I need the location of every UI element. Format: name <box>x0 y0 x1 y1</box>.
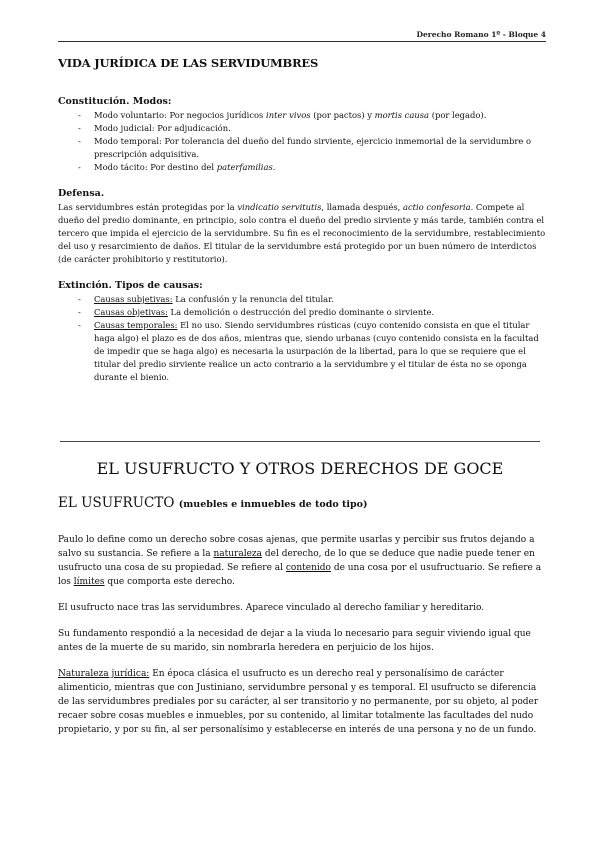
section-title: VIDA JURÍDICA DE LAS SERVIDUMBRES <box>58 56 319 70</box>
paragraph: El usufructo nace tras las servidumbres. Aparece vinculado al derecho familiar y hereditario. <box>58 603 485 613</box>
page-header: Derecho Romano 1º - Bloque 4 <box>416 30 546 39</box>
section-servidumbres <box>58 56 548 398</box>
paragraph: Naturaleza jurídica: En época clásica el usufructo es un derecho real y personalísimo de carácter alimenticio, mientras que con Justiniano, servidumbre personal y es temporal. El usufructo se diferencia de las servidumbres prediales por su carácter, al ser transitorio y no permanente, por su objeto, al poder recaer sobre cosas muebles e inmuebles, por su contenido, al limitar totalmente las facultades del nudo propietario, y por su fin, al ser personalísimo y establecerse en interés de una persona y no de un fundo. <box>58 669 539 735</box>
extincion-heading: Extinción. Tipos de causas: <box>58 280 203 291</box>
defensa-paragraph: Las servidumbres están protegidas por la vindicatio servitutis, llamada después, actio confesoria. Compete al dueño del predio dominante, en principio, solo contra el dueño del predio sirviente y más tarde, también contra el tercero que impida el ejercicio de la servidumbre. Su fin es el reconocimiento de la servidumbre, restablecimiento del uso y resarcimiento de daños. El titular de la servidumbre está protegido por un buen número de interdictos (de carácter prohibitorio y restitutorio). <box>58 202 546 264</box>
constitucion-list <box>58 109 548 174</box>
list-item: - Modo temporal: Por tolerancia del dueño del fundo sirviente, ejercicio inmemorial de la servidumbre o prescripción adquisitiva. <box>94 135 548 161</box>
defensa-heading: Defensa. <box>58 188 105 199</box>
list-item: - Modo voluntario: Por negocios jurídicos inter vivos (por pactos) y mortis causa (por legado). <box>94 109 548 122</box>
list-item: - Modo judicial: Por adjudicación. <box>94 122 548 135</box>
section-usufructo <box>58 495 546 749</box>
list-item: - Causas subjetivas: La confusión y la renuncia del titular. <box>94 293 548 306</box>
usufructo-heading: EL USUFRUCTO (muebles e inmuebles de todo tipo) <box>58 495 368 511</box>
list-item: - Causas objetivas: La demolición o destrucción del predio dominante o sirviente. <box>94 306 548 319</box>
extincion-list <box>58 293 548 384</box>
header-divider <box>58 41 546 42</box>
paragraph: Su fundamento respondió a la necesidad de dejar a la viuda lo necesario para seguir viviendo igual que antes de la muerte de su marido, sin nombrarla heredera en perjuicio de los hijos. <box>58 629 531 653</box>
list-item: - Causas temporales: El no uso. Siendo servidumbres rústicas (cuyo contenido consista en que el titular haga algo) el plazo es de dos años, mientras que, siendo urbanas (cuyo contenido consista en la facultad de impedir que se haga algo) es necesaria la usurpación de la libertad, para lo que se requiere que el titular del predio sirviente realice un acto contrario a la servidumbre y el titular de ésta no se oponga durante el bienio. <box>94 319 548 384</box>
section-divider <box>60 441 540 442</box>
constitucion-heading: Constitución. Modos: <box>58 96 172 107</box>
list-item: - Modo tácito: Por destino del paterfamilias. <box>94 161 548 174</box>
paragraph: Paulo lo define como un derecho sobre cosas ajenas, que permite usarlas y percibir sus frutos dejando a salvo su sustancia. Se refiere a la naturaleza del derecho, de lo que se deduce que nadie puede tener en usufructo una cosa de su propiedad. Se refiere al contenido de una cosa por el usufructuario. Se refiere a los límites que comporta este derecho. <box>58 535 542 587</box>
chapter-title: EL USUFRUCTO Y OTROS DERECHOS DE GOCE <box>96 459 504 478</box>
